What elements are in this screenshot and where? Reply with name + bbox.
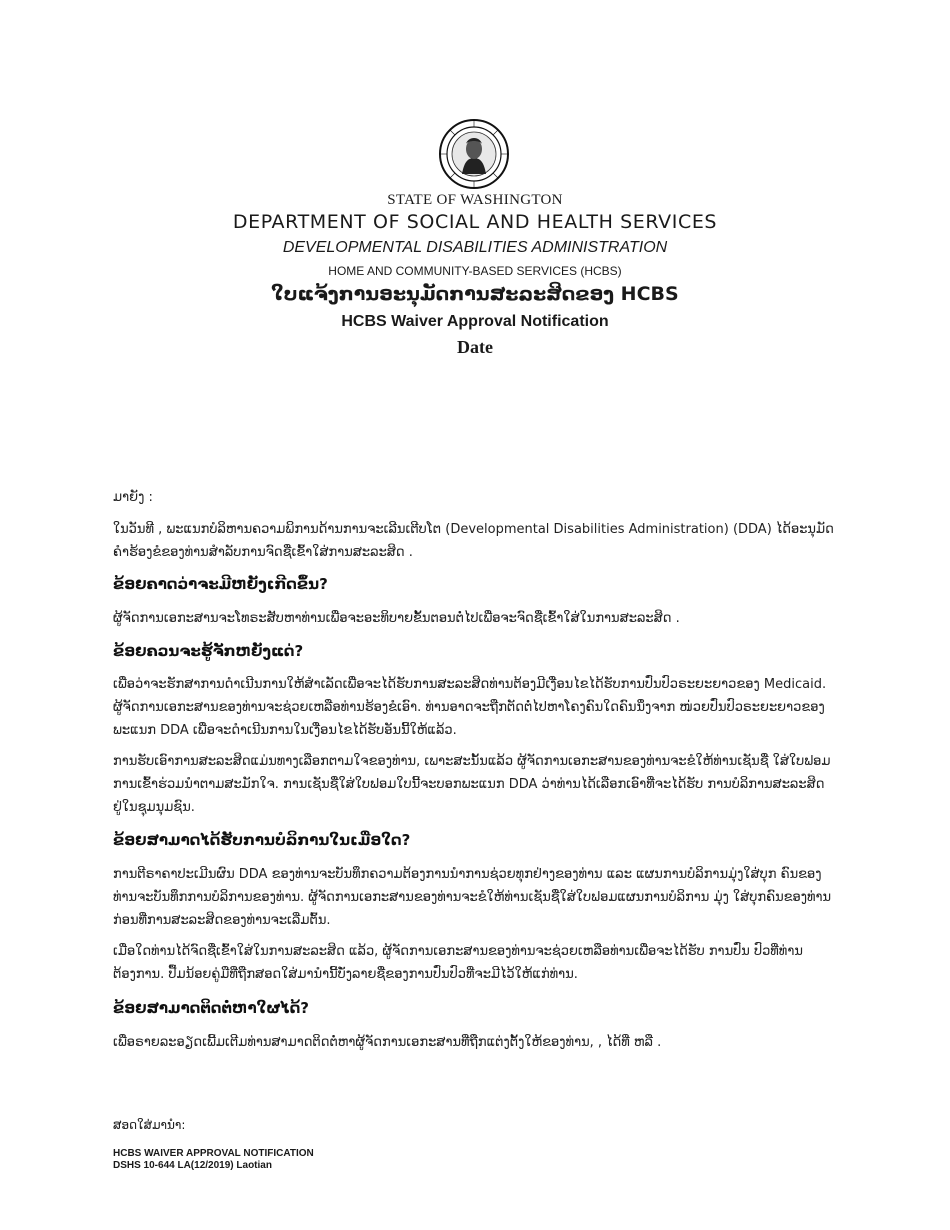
section-heading-services: ຂ້ອຍສາມາດໄດ້ຮັບການບໍລິການໃນເມື່ອໃດ?: [113, 831, 411, 849]
section-heading-expect: ຂ້ອຍຄາດວ່າຈະມີຫຍັງເກີດຂຶ້ນ?: [113, 575, 328, 593]
paragraph-enrollment: [113, 940, 838, 986]
paragraph-assessment: [113, 863, 838, 932]
paragraph-approval: [113, 518, 838, 564]
enclosure-label: ສອດໃສ່ມານຳ:: [113, 1118, 186, 1132]
footer-form-title: HCBS WAIVER APPROVAL NOTIFICATION: [113, 1148, 314, 1159]
paragraph-text: ເມື່ອໃດທ່ານໄດ້ຈົດຊື່ເຂົ້າໃສ່ໃນການສະລະສິດ ແລ້ວ, ຜູ້ຈັດການເອກະສານຂອງທ່ານຈະຊ່ວຍເຫລືອທ່ານເພື່ອຈະໄດ້ຮັບ ການປົ່ນ ປົວທີ່ທ່ານຕ້ອງການ. ປື້ມນ້ອຍຄູ່ມືທີ່ຖືກສອດໃສ່ມານຳນີ້ບັ່ງລາຍຊື່ຂອງການປົ່ນປົວທີ່ຈະມີໄວ້ໃຫ້ແກ່ທ່ານ.: [113, 944, 803, 982]
department-heading: DEPARTMENT OF SOCIAL AND HEALTH SERVICES: [232, 211, 718, 233]
paragraph-text: ການຕີຣາຄາປະເມີນຜົນ DDA ຂອງທ່ານຈະບັນທຶກຄວາມຕ້ອງການນຳການຊ່ວຍທຸກຢ່າງຂອງທ່ານ ແລະ ແຜນການບໍລິການມຸ່ງໃສ່ບຸກ ຄົນຂອງທ່ານຈະບັນທຶກການບໍລິການຂອງທ່ານ. ຜູ້ຈັດການເອກະສານຂອງທ່ານຈະຂໍໃຫ້ທ່ານເຊັນຊື່ໃສ່ໃບຟອມແຜນການບໍລິການ ມຸ່ງ ໃສ່ບຸກຄົນຂອງທ່ານກ່ອນທີ່ການສະລະສິດຂອງທ່ານຈະເລີ່ມຕົ້ນ.: [113, 867, 832, 928]
paragraph-text: ເພື່ອວ່າຈະຮັກສາການດຳເນີນການໃຫ້ສຳເລັດເພື່ອຈະໄດ້ຮັບການສະລະສິດທ່ານຕ້ອງມີເງື່ອນໄຂໄດ້ຮັບການປົ່ນປົວຣະຍະຍາວຂອງ Medicaid. ຜູ້ຈັດການເອກະສານຂອງທ່ານຈະຊ່ວຍເຫລືອທ່ານຮ້ອງຂໍເອົາ. ທ່ານອາດຈະຖືກຕັດຕໍ່ໄປຫາໂຄງຄົນໃດຄົນນຶ່ງຈາກ ໜ່ວຍປົ່ນປົວຣະຍະຍາວຂອງພະແນກ DDA ເພື່ອຈະດຳເນີນການໃນເງື່ອນໄຂໄດ້ຮັບອັນນີ້ໃຫ້ແລ້ວ.: [113, 677, 827, 738]
paragraph-voluntary: [113, 750, 838, 819]
paragraph-contact: [113, 1031, 838, 1054]
state-heading: STATE OF WASHINGTON: [387, 192, 563, 208]
date-label: Date: [457, 337, 493, 357]
section-heading-know: ຂ້ອຍຄວນຈະຮູ້ຈັກຫຍັງແດ່?: [113, 642, 304, 660]
paragraph-text: ຜູ້ຈັດການເອກະສານຈະໂທຣະສັບຫາທ່ານເພື່ອຈະອະທິບາຍຂັ້ນຕອນຕໍ່ໄປເພື່ອຈະຈົດຊື່ເຂົ້າໃສ່ໃນການສະລະສິດ .: [113, 611, 680, 626]
paragraph-text: ໃນວັນທີ , ພະແນກບໍລິຫານຄວາມພິການດ້ານການຈະເລີນເຕີບໂຕ (Developmental Disabilities Administration) (DDA) ໄດ້ອະນຸມັດຄຳຮ້ອງຂໍຂອງທ່ານສຳລັບການຈົດຊື່ເຂົ້າໃສ່ການສະລະສິດ .: [113, 522, 834, 560]
administration-heading: DEVELOPMENTAL DISABILITIES ADMINISTRATION: [282, 239, 668, 256]
lao-document-title: ໃບແຈ້ງການອະນຸມັດການສະລະສິດຂອງ HCBS: [271, 283, 679, 305]
program-heading: HOME AND COMMUNITY-BASED SERVICES (HCBS): [328, 264, 622, 278]
paragraph-text: ການຮັບເອົາການສະລະສິດແມ່ນທາງເລືອກຕາມໃຈຂອງທ່ານ, ເພາະສະນັ້ນແລ້ວ ຜູ້ຈັດການເອກະສານຂອງທ່ານຈະຂໍໃຫ້ທ່ານເຊັນຊື່ ໃສ່ໃບຟອມການເຂົ້າຮ່ວມນຳຕາມສະມັກໃຈ. ການເຊັນຊື່ໃສ່ໃບຟອມໃບນີ້ຈະບອກພະແນກ DDA ວ່າທ່ານໄດ້ເລືອກເອົາທີ່ຈະໄດ້ຮັບ ການບໍລິການສະລະສິດຢູ່ໃນຊຸມນຸມຊົນ.: [113, 754, 831, 815]
paragraph-eligibility: [113, 673, 838, 742]
paragraph-expect: [113, 607, 838, 630]
footer-form-number: DSHS 10-644 LA(12/2019) Laotian: [113, 1160, 272, 1171]
section-heading-contact: ຂ້ອຍສາມາດຕິດຕໍ່ຫາໃຜໄດ້?: [113, 999, 310, 1017]
recipient-line: ມາຍັງ :: [113, 490, 153, 505]
paragraph-text: ເພື່ອຣາຍລະອຽດເພີ້ມເຕີມທ່ານສາມາດຕິດຕໍ່ຫາຜູ້ຈັດການເອກະສານທີ່ຖືກແຕ່ງຕັ້ງໃຫ້ຂອງທ່ານ, , ໄດ້ທີ່ ຫລື .: [113, 1035, 662, 1050]
english-document-title: HCBS Waiver Approval Notification: [341, 313, 609, 330]
state-seal-icon: [438, 118, 510, 190]
